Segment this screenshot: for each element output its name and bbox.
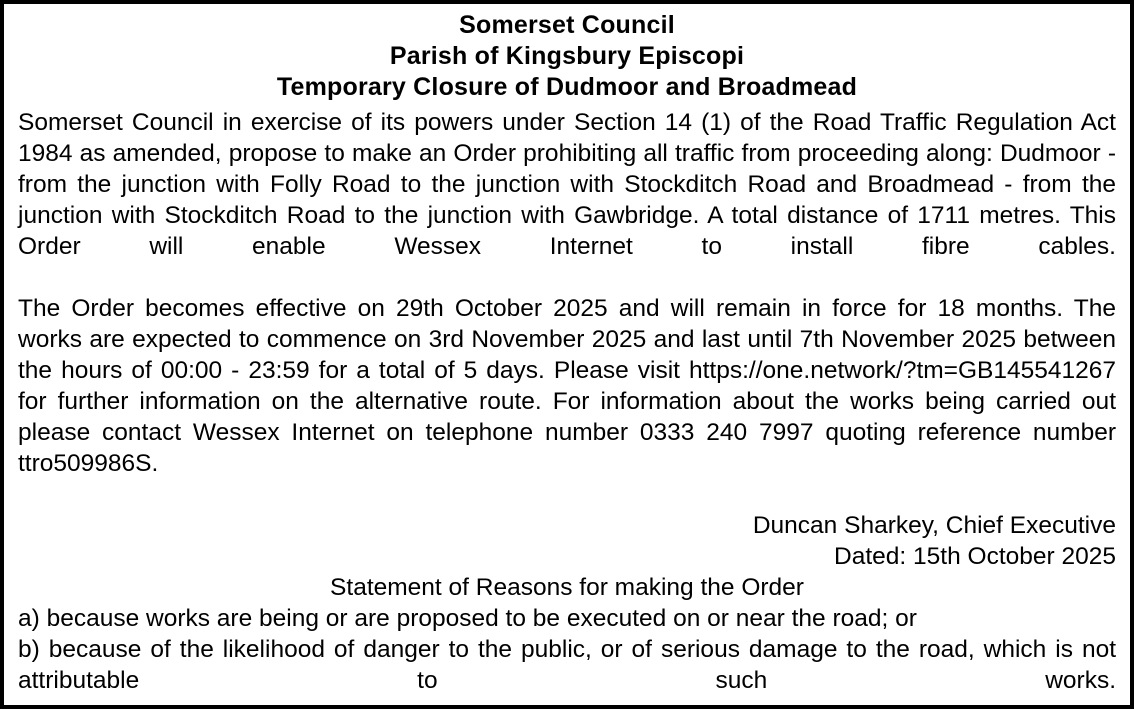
notice-reasons-title: Statement of Reasons for making the Order <box>330 574 804 601</box>
notice-dated: Dated: 15th October 2025 <box>834 543 1116 570</box>
notice-heading-parish: Parish of Kingsbury Episcopi <box>389 42 745 70</box>
notice-heading-subject: Temporary Closure of Dudmoor and Broadmead <box>276 73 858 101</box>
notice-heading-authority: Somerset Council <box>459 11 675 39</box>
notice-reason-b: b) because of the likelihood of danger to the public, or of serious damage to the road, which is not attributable to such works. <box>18 636 1116 694</box>
notice-paragraph-order-details: Somerset Council in exercise of its powers under Section 14 (1) of the Road Traffic Regulation Act 1984 as amended, propose to make an Order prohibiting all traffic from proceeding along: Dudmoor - from the junction with Folly Road to the junction with Stockditch Road and Broadmead - from the junction with Stockditch Road to the junction with Gawbridge. A total distance of 1711 metres. This Order will enable Wessex Internet to install fibre cables. <box>18 109 1116 260</box>
notice-signatory: Duncan Sharkey, Chief Executive <box>752 512 1116 539</box>
notice-reason-a: a) because works are being or are proposed to be executed on or near the road; or <box>18 605 917 632</box>
notice-paragraph-dates-and-contact: The Order becomes effective on 29th October 2025 and will remain in force for 18 months. The works are expected to commence on 3rd November 2025 and last until 7th November 2025 between the hours of 00:00 - 23:59 for a total of 5 days. Please visit https://one.network/?tm=GB145541267 for further information on the alternative route. For information about the works being carried out please contact Wessex Internet on telephone number 0333 240 7997 quoting reference number ttro509986S. <box>18 295 1116 477</box>
